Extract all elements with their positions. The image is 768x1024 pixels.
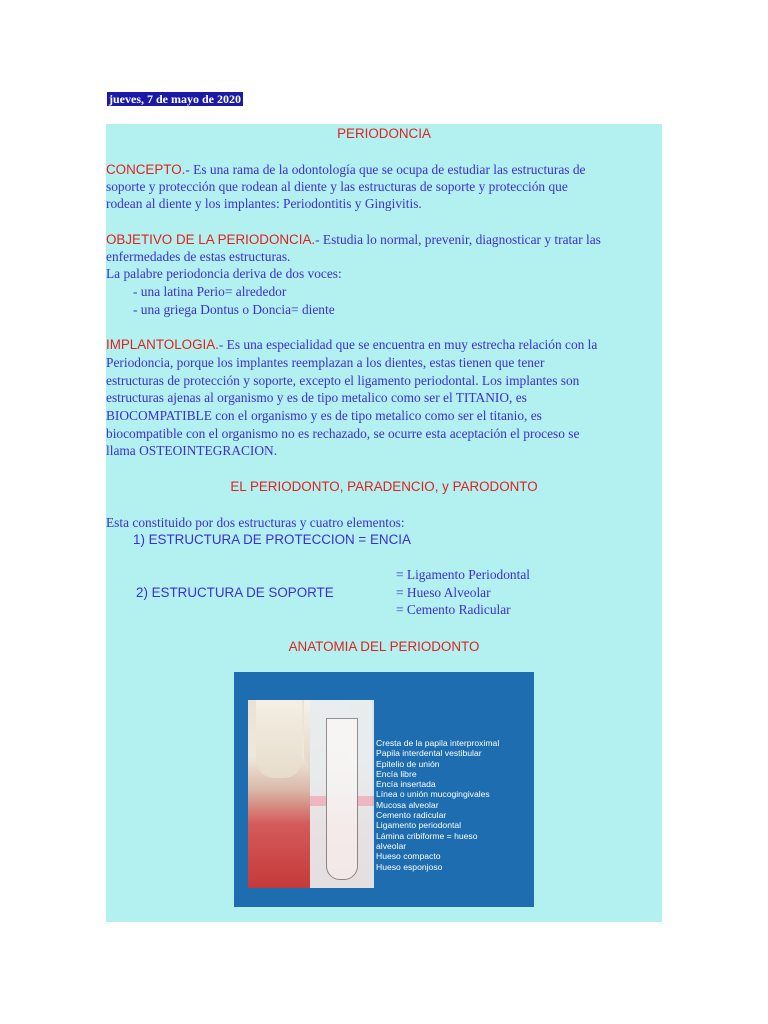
legend-item: Hueso compacto [376, 851, 441, 862]
tooth-shape-1 [256, 700, 302, 778]
legend-item: alveolar [376, 840, 407, 851]
page-title: PERIODONCIA [337, 126, 431, 141]
legend-item: Encía insertada [376, 779, 436, 790]
implantologia-text-1: - Es una especialidad que se encuentra en muy estrecha relación con la [218, 337, 598, 352]
date-text: jueves, 7 de mayo de 2020 [109, 92, 241, 106]
periodontium-anatomy-figure [234, 672, 534, 907]
content-panel [106, 124, 662, 922]
implantologia-line-7: llama OSTEOINTEGRACION. [106, 443, 278, 458]
implantologia-line-6: biocompatible con el organismo no es rechazado, se ocurre esta aceptación el proceso se [106, 426, 580, 441]
objetivo-line-2: enfermedades de estas estructuras. [106, 249, 291, 264]
implantologia-line-1 [106, 336, 597, 354]
legend-item: Epitelio de unión [376, 758, 440, 769]
concepto-line-1 [106, 161, 585, 179]
estructura-item-2a: = Ligamento Periodontal [396, 567, 530, 582]
concepto-line-3: rodean al diente y los implantes: Periodontitis y Gingivitis. [106, 196, 422, 211]
tooth-root [326, 718, 358, 880]
legend-item: Cresta de la papila interproximal [376, 738, 500, 748]
estructura-item-2b: = Hueso Alveolar [396, 585, 491, 600]
estructura-item-2-label: 2) ESTRUCTURA DE SOPORTE [136, 585, 334, 600]
estructura-item-1: 1) ESTRUCTURA DE PROTECCION = ENCIA [133, 532, 411, 547]
estructura-item-2c: = Cemento Radicular [396, 602, 511, 617]
implantologia-line-3: estructuras de protección y soporte, excepto el ligamento periodontal. Los implantes son [106, 373, 580, 388]
implantologia-label: IMPLANTOLOGIA. [106, 337, 219, 352]
implantologia-line-2: Periodoncia, porque los implantes reemplazan a los dientes, estas tienen que tener [106, 355, 545, 370]
estructura-intro: Esta constituido por dos estructuras y cuatro elementos: [106, 515, 405, 530]
implantologia-line-5: BIOCOMPATIBLE con el organismo y es de tipo metalico como ser el titanio, es [106, 408, 542, 423]
legend-item: Hueso esponjoso [376, 861, 443, 872]
objetivo-line-3: La palabre periodoncia deriva de dos voces: [106, 266, 342, 281]
legend-item: Encía libre [376, 768, 417, 779]
legend-item: Papila interdental vestibular [376, 748, 482, 759]
concepto-label: CONCEPTO. [106, 162, 186, 177]
objetivo-line-4: - una latina Perio= alrededor [133, 284, 287, 299]
concepto-text-1: - Es una rama de la odontología que se ocupa de estudiar las estructuras de [185, 162, 586, 177]
objetivo-line-5: - una griega Dontus o Doncia= diente [133, 302, 335, 317]
implantologia-line-4: estructuras ajenas al organismo y es de tipo metalico como ser el TITANIO, es [106, 390, 527, 405]
legend-item: Línea o unión mucogingivales [376, 789, 490, 800]
legend-item: Lámina cribiforme = hueso [376, 830, 478, 841]
concepto-line-2: soporte y protección que rodean al diente y las estructuras de soporte y protección que [106, 179, 568, 194]
objetivo-line-1 [106, 231, 601, 249]
objetivo-text-1: - Estudia lo normal, prevenir, diagnosticar y tratar las [315, 232, 601, 247]
legend-item: Cemento radicular [376, 810, 447, 821]
legend-item: Mucosa alveolar [376, 799, 439, 810]
figure-legend [376, 738, 499, 872]
tooth-schematic [310, 700, 374, 888]
periodonto-title: EL PERIODONTO, PARADENCIO, y PARODONTO [230, 479, 538, 494]
objetivo-label: OBJETIVO DE LA PERIODONCIA. [106, 232, 316, 247]
legend-item: Ligamento periodontal [376, 820, 462, 831]
anatomia-title: ANATOMIA DEL PERIODONTO [288, 639, 480, 654]
date-header [107, 92, 243, 106]
